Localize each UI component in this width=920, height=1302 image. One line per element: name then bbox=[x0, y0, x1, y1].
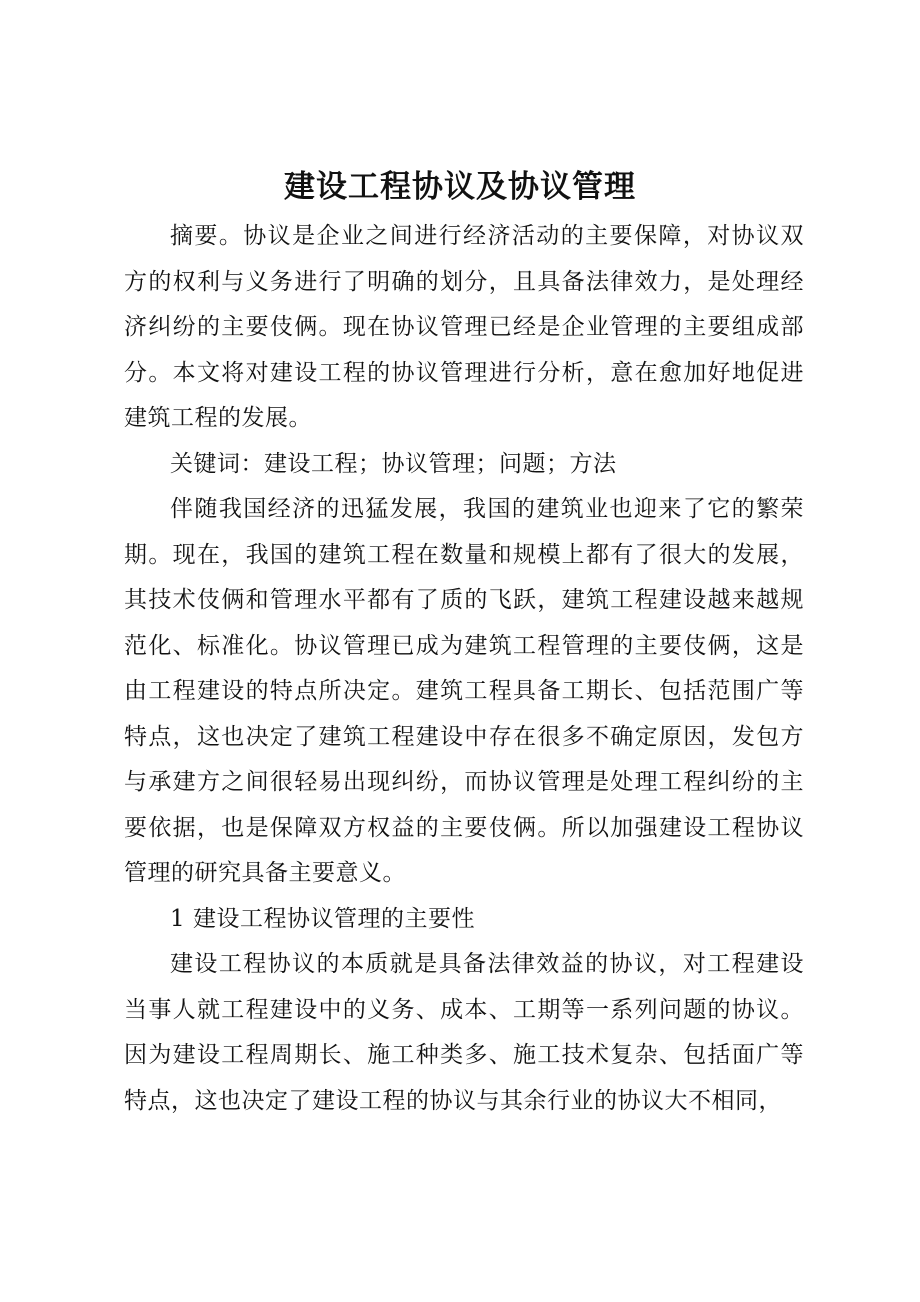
section-heading: 1 建设工程协议管理的主要性 bbox=[170, 905, 475, 932]
document-body bbox=[124, 214, 804, 1124]
abstract-paragraph: 摘要。协议是企业之间进行经济活动的主要保障，对协议双方的权利与义务进行了明确的划分，且具备法律效力，是处理经济纠纷的主要伎俩。现在协议管理已经是企业管理的主要组成部分。本文将对建设工程的协议管理进行分析，意在愈加好地促进建筑工程的发展。 bbox=[124, 223, 804, 431]
section-paragraph: 建设工程协议的本质就是具备法律效益的协议，对工程建设当事人就工程建设中的义务、成本、工期等一系列问题的协议。因为建设工程周期长、施工种类多、施工技术复杂、包括面广等特点，这也决定了建设工程的协议与其余行业的协议大不相同， bbox=[124, 951, 804, 1114]
document-title: 建设工程协议及协议管理 bbox=[284, 169, 636, 205]
intro-paragraph: 伴随我国经济的迅猛发展，我国的建筑业也迎来了它的繁荣期。现在，我国的建筑工程在数量和规模上都有了很大的发展，其技术伎俩和管理水平都有了质的飞跃，建筑工程建设越来越规范化、标准化。协议管理已成为建筑工程管理的主要伎俩，这是由工程建设的特点所决定。建筑工程具备工期长、包括范围广等特点，这也决定了建筑工程建设中存在很多不确定原因，发包方与承建方之间很轻易出现纠纷，而协议管理是处理工程纠纷的主要依据，也是保障双方权益的主要伎俩。所以加强建设工程协议管理的研究具备主要意义。 bbox=[124, 496, 804, 886]
keywords-paragraph: 关键词：建设工程；协议管理；问题；方法 bbox=[170, 450, 617, 477]
